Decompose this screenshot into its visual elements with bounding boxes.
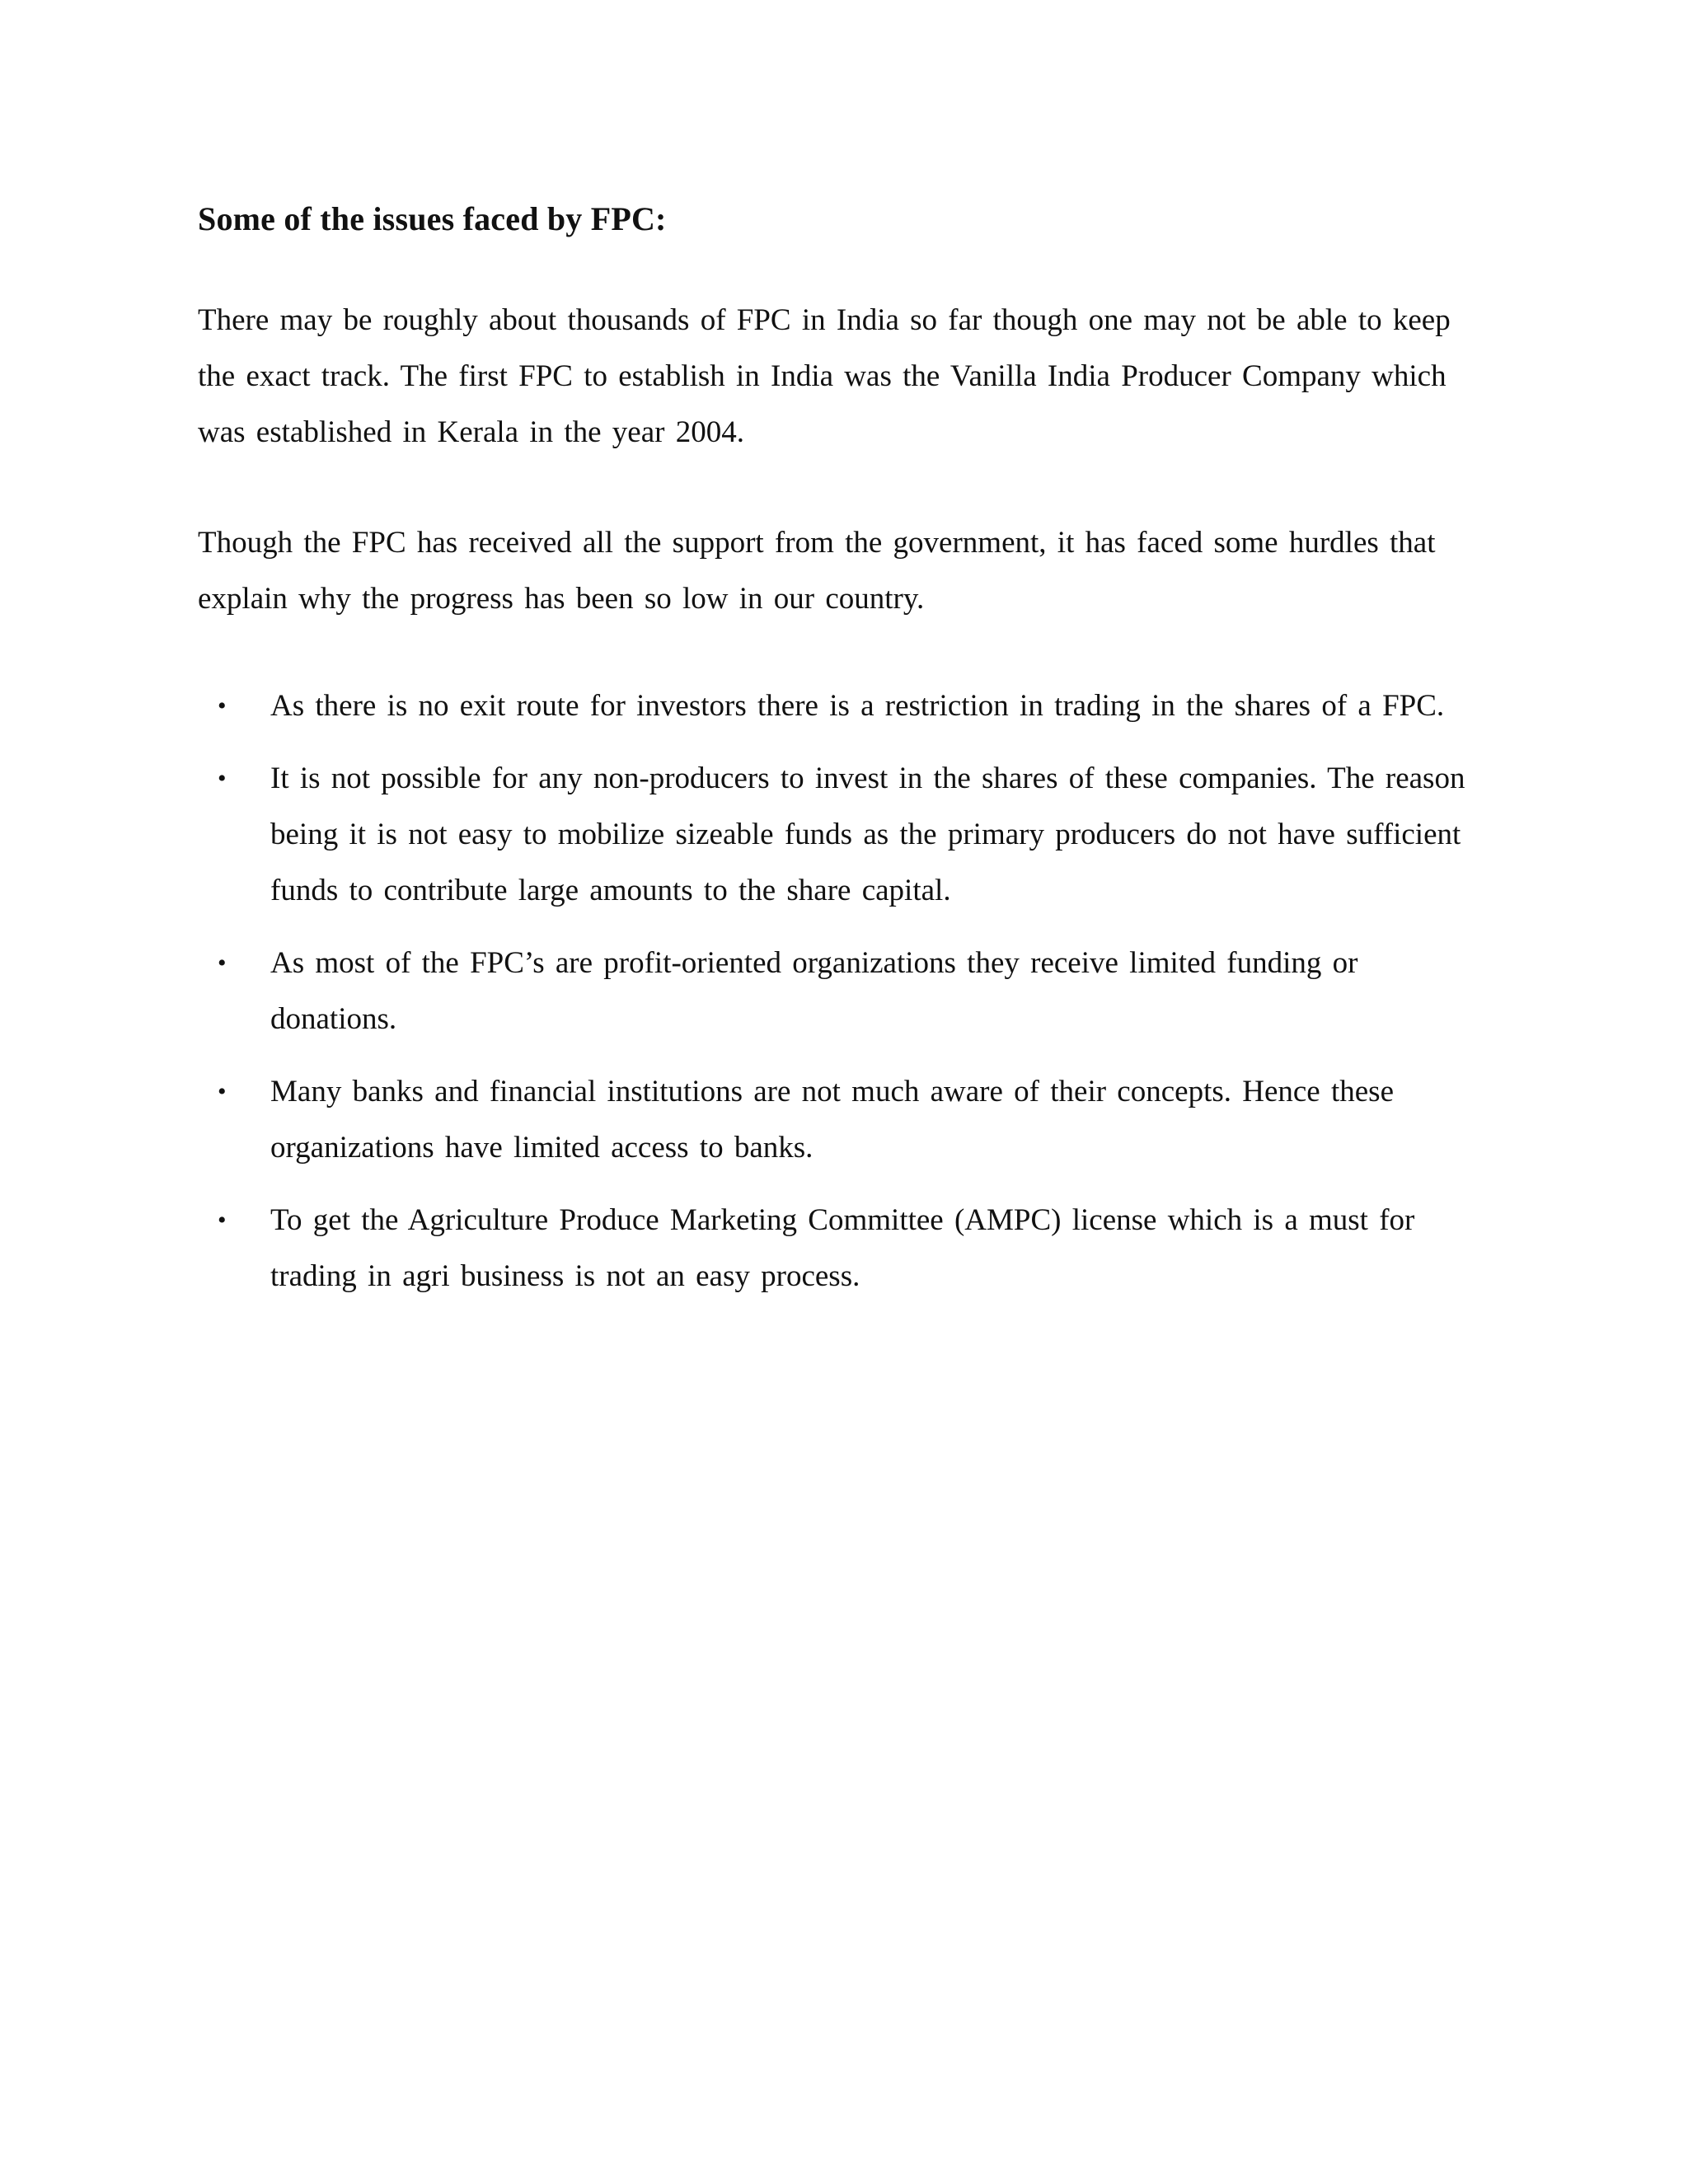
bullet-icon: • bbox=[218, 765, 227, 792]
bullet-icon: • bbox=[218, 1207, 227, 1234]
list-item-text: As there is no exit route for investors there is a restriction in trading in the shares of a FPC. bbox=[270, 689, 1445, 723]
bullet-icon: • bbox=[218, 1078, 227, 1105]
document-body bbox=[198, 196, 1484, 1321]
intro-paragraph: There may be roughly about thousands of FPC in India so far though one may not be able to keep the exact track. The first FPC to establish in India was the Vanilla India Producer Company which was established in Kerala in the year 2004. bbox=[198, 303, 1451, 449]
list-item-text: To get the Agriculture Produce Marketing Committee (AMPC) license which is a must for trading in agri business is not an easy process. bbox=[270, 1203, 1415, 1293]
list-item-text: As most of the FPC’s are profit-oriented organizations they receive limited funding or donations. bbox=[270, 946, 1358, 1036]
list-item-text: Many banks and financial institutions are not much aware of their concepts. Hence these organizations have limited access to banks. bbox=[270, 1075, 1395, 1165]
bullet-icon: • bbox=[218, 692, 227, 719]
bullet-icon: • bbox=[218, 949, 227, 977]
list-item-text: It is not possible for any non-producers to invest in the shares of these companies. The reason being it is not easy to mobilize sizeable funds as the primary producers do not have sufficient funds to contribute large amounts to the share capital. bbox=[270, 762, 1465, 907]
list-item bbox=[198, 1193, 1484, 1305]
list-item bbox=[198, 1064, 1484, 1176]
page-title: Some of the issues faced by FPC: bbox=[198, 200, 667, 237]
list-item bbox=[198, 751, 1484, 919]
list-item bbox=[198, 935, 1484, 1047]
support-paragraph: Though the FPC has received all the support from the government, it has faced some hurdles that explain why the progress has been so low in our country. bbox=[198, 526, 1436, 616]
list-item bbox=[198, 678, 1484, 734]
issues-list bbox=[198, 678, 1484, 1305]
